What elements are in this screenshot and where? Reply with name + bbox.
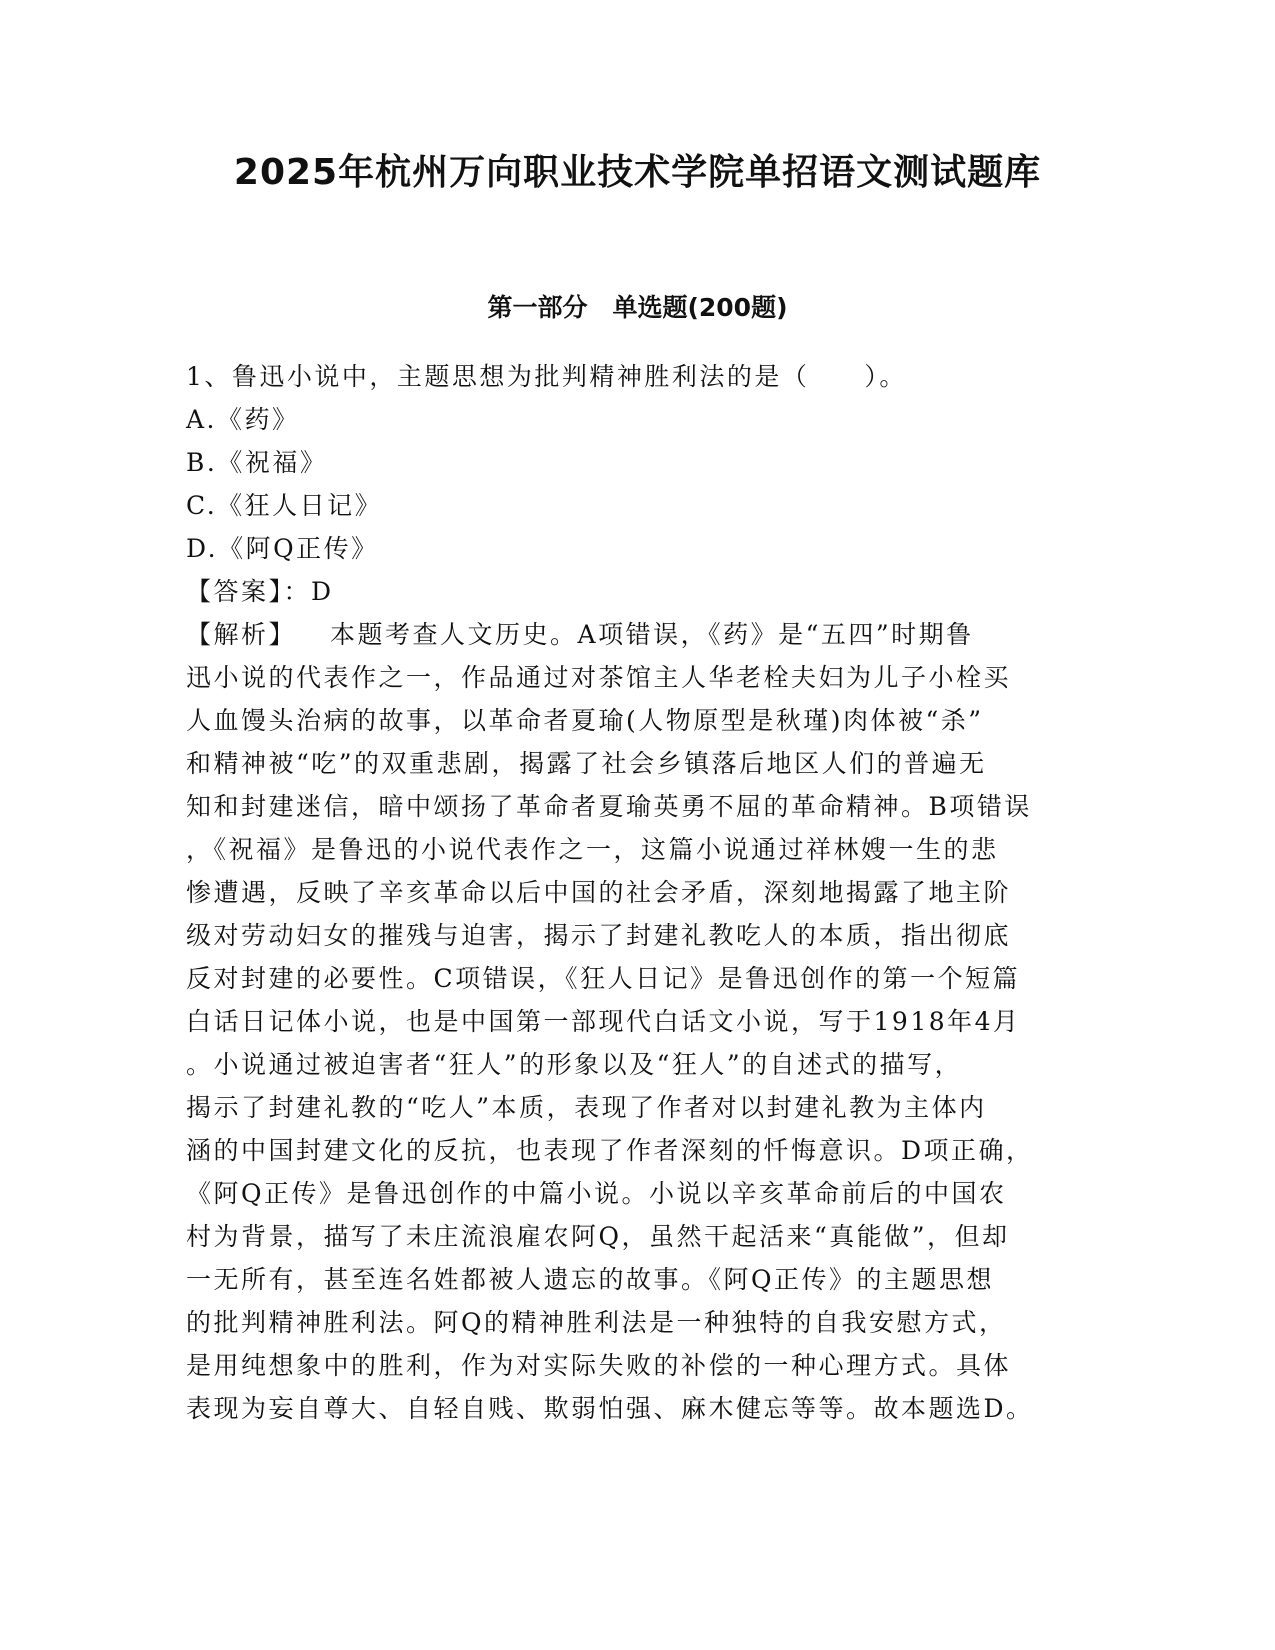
- option-a: A.《药》: [186, 405, 300, 434]
- question-block: [186, 355, 1086, 1430]
- answer-line: [186, 570, 1086, 613]
- explanation-line: 涵的中国封建文化的反抗，也表现了作者深刻的忏悔意识。D项正确，: [186, 1136, 1034, 1165]
- explanation-line: 惨遭遇，反映了辛亥革命以后中国的社会矛盾，深刻地揭露了地主阶: [186, 878, 1012, 907]
- explanation-line: ，《祝福》是鲁迅的小说代表作之一，这篇小说通过祥林嫂一生的悲: [186, 835, 999, 864]
- explanation-line: 一无所有，甚至连名姓都被人遗忘的故事。《阿Q正传》的主题思想: [186, 1265, 994, 1294]
- explanation-line: 迅小说的代表作之一，作品通过对茶馆主人华老栓夫妇为儿子小栓买: [186, 663, 1012, 692]
- explanation-label: 【解析】: [186, 620, 297, 649]
- explanation-first-line: [186, 613, 1086, 656]
- explanation-line: 。小说通过被迫害者“狂人”的形象以及“狂人”的自述式的描写，: [186, 1050, 963, 1079]
- answer-value: D: [311, 577, 334, 606]
- option-c: C.《狂人日记》: [186, 491, 383, 520]
- explanation-line: 《阿Q正传》是鲁迅创作的中篇小说。小说以辛亥革命前后的中国农: [186, 1179, 1007, 1208]
- explanation-line: 表现为妄自尊大、自轻自贱、欺弱怕强、麻木健忘等等。故本题选D。: [186, 1394, 1034, 1423]
- explanation-line: 人血馒头治病的故事，以革命者夏瑜(人物原型是秋瑾)肉体被“杀”: [186, 706, 984, 735]
- explanation-line: 揭示了封建礼教的“吃人”本质，表现了作者对以封建礼教为主体内: [186, 1093, 987, 1122]
- explanation-line: 知和封建迷信，暗中颂扬了革命者夏瑜英勇不屈的革命精神。B项错误: [186, 792, 1032, 821]
- explanation-line: 白话日记体小说，也是中国第一部现代白话文小说，写于1918年4月: [186, 1007, 1021, 1036]
- explanation-line: 的批判精神胜利法。阿Q的精神胜利法是一种独特的自我安慰方式，: [186, 1308, 1007, 1337]
- explanation-line: 是用纯想象中的胜利，作为对实际失败的补偿的一种心理方式。具体: [186, 1351, 1012, 1380]
- option-d: D.《阿Q正传》: [186, 534, 379, 563]
- section-heading: 第一部分 单选题(200题): [487, 293, 788, 322]
- explanation-line: 村为背景，描写了未庄流浪雇农阿Q，虽然干起活来“真能做”，但却: [186, 1222, 1010, 1251]
- document-title: 2025年杭州万向职业技术学院单招语文测试题库: [233, 152, 1042, 193]
- explanation-line: 和精神被“吃”的双重悲剧，揭露了社会乡镇落后地区人们的普遍无: [186, 749, 987, 778]
- explanation-line: 级对劳动妇女的摧残与迫害，揭示了封建礼教吃人的本质，指出彻底: [186, 921, 1012, 950]
- explanation-line: 本题考查人文历史。A项错误，《药》是“五四”时期鲁: [330, 620, 974, 649]
- question-stem: 1、鲁迅小说中，主题思想为批判精神胜利法的是（ ）。: [186, 362, 907, 391]
- option-b: B.《祝福》: [186, 448, 328, 477]
- answer-label: 【答案】：: [186, 577, 312, 606]
- explanation-line: 反对封建的必要性。C项错误，《狂人日记》是鲁迅创作的第一个短篇: [186, 964, 1021, 993]
